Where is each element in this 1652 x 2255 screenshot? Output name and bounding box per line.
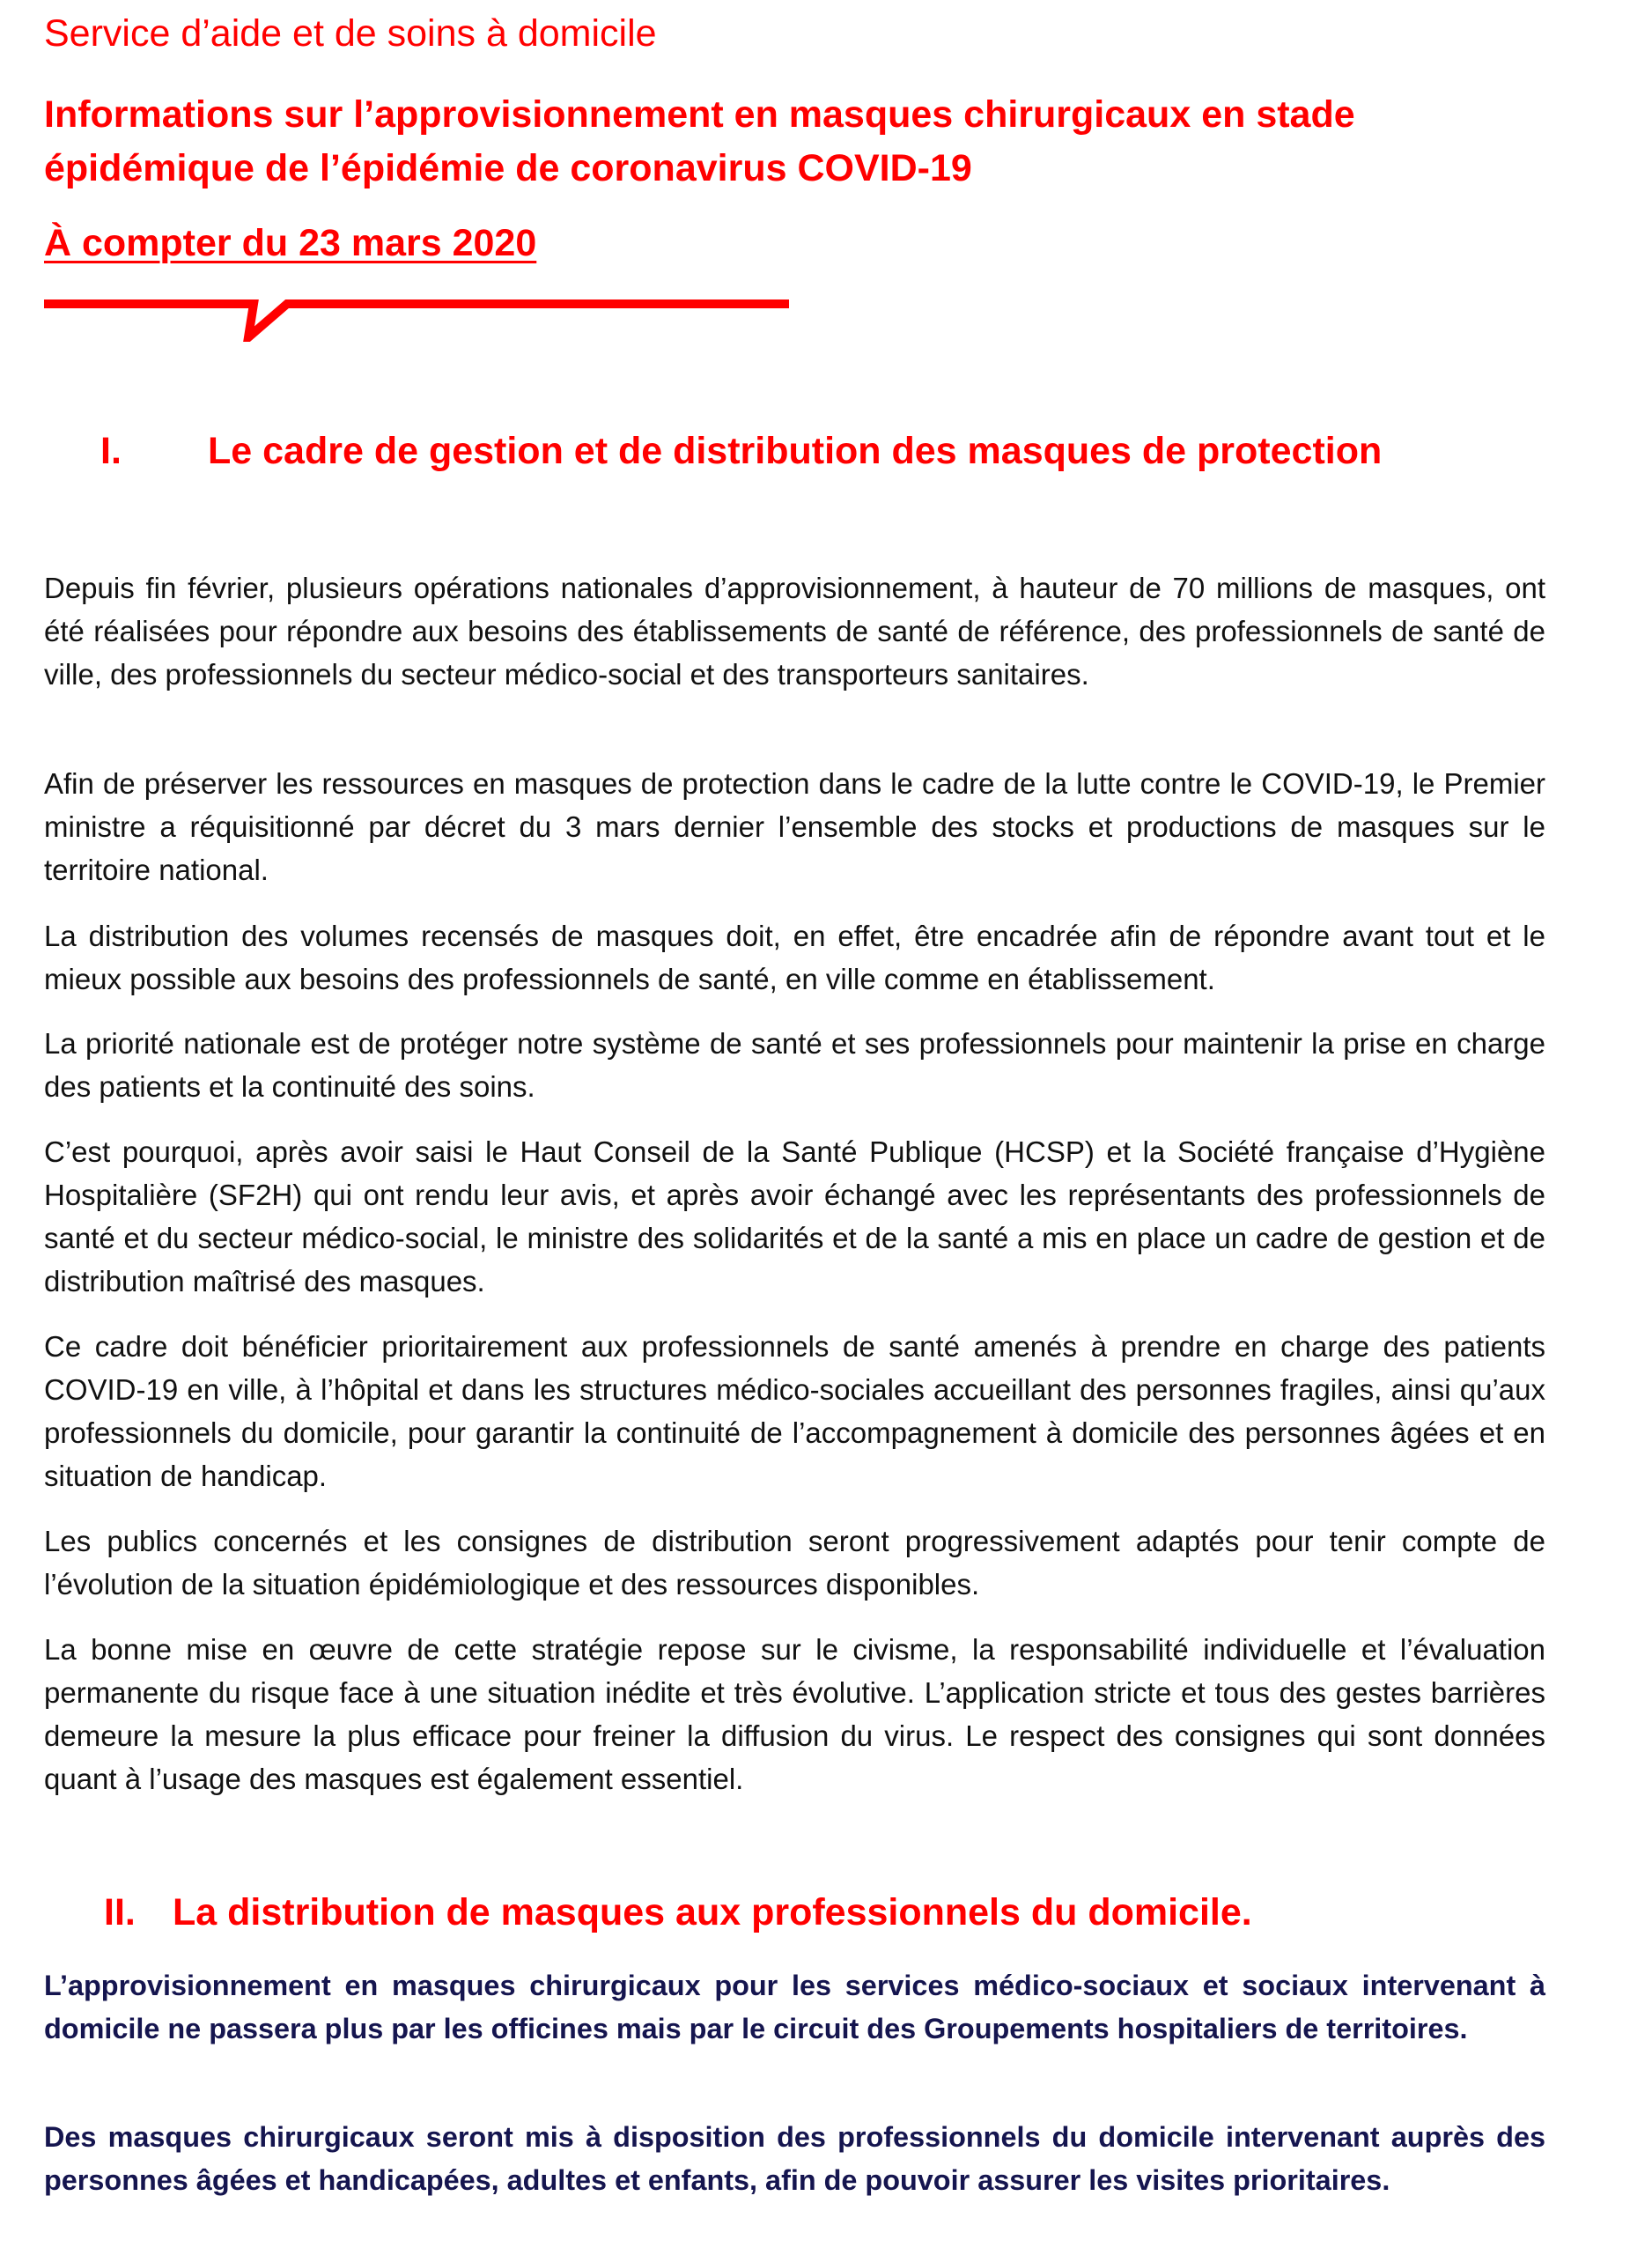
section-number: I. [100,430,122,472]
bold-paragraph: Des masques chirurgicaux seront mis à disposition des professionnels du domicile intervenant auprès des personnes âgées et handicapées, adultes et enfants, afin de pouvoir assurer les visites prioritaires. [44,2121,1545,2196]
paragraph: La bonne mise en œuvre de cette stratégie repose sur le civisme, la responsabilité individuelle et l’évaluation permanente du risque face à une situation inédite et très évolutive. L’application stricte et tous des gestes barrières demeure la mesure la plus efficace pour freiner la diffusion du virus. Le respect des consignes qui sont données quant à l’usage des masques est également essentiel. [44,1633,1545,1795]
section-heading-1 [100,430,1382,473]
section-number: II. [104,1891,136,1933]
bold-paragraph: L’approvisionnement en masques chirurgicaux pour les services médico-sociaux et sociaux intervenant à domicile ne passera plus par les officines mais par le circuit des Groupements hospitaliers de territoires. [44,1970,1545,2044]
paragraph: C’est pourquoi, après avoir saisi le Haut Conseil de la Santé Publique (HCSP) et la Société française d’Hygiène Hospitalière (SF2H) qui ont rendu leur avis, et après avoir échangé avec les représentants des professionnels de santé et du secteur médico-social, le ministre des solidarités et de la santé a mis en place un cadre de gestion et de distribution maîtrisé des masques. [44,1135,1545,1298]
paragraph: Ce cadre doit bénéficier prioritairement aux professionnels de santé amenés à prendre en charge des patients COVID-19 en ville, à l’hôpital et dans les structures médico-sociales accueillant des personnes fragiles, ainsi qu’aux professionnels du domicile, pour garantir la continuité de l’accompagnement à domicile des personnes âgées et en situation de handicap. [44,1330,1545,1492]
paragraph: Afin de préserver les ressources en masques de protection dans le cadre de la lutte contre le COVID-19, le Premier ministre a réquisitionné par décret du 3 mars dernier l’ensemble des stocks et productions de masques sur le territoire national. [44,767,1545,886]
paragraph: Les publics concernés et les consignes de distribution seront progressivement adaptés pour tenir compte de l’évolution de la situation épidémiologique et des ressources disponibles. [44,1525,1545,1601]
section-title: La distribution de masques aux professionnels du domicile. [173,1891,1252,1933]
effective-date: À compter du 23 mars 2020 [44,222,537,264]
section-title: Le cadre de gestion et de distribution des masques de protection [208,430,1383,472]
paragraph: La priorité nationale est de protéger notre système de santé et ses professionnels pour maintenir la prise en charge des patients et la continuité des soins. [44,1027,1545,1103]
paragraph: La distribution des volumes recensés de masques doit, en effet, être encadrée afin de répondre avant tout et le mieux possible aux besoins des professionnels de santé, en ville comme en établissement. [44,920,1545,995]
service-label: Service d’aide et de soins à domicile [44,12,657,55]
section-heading-2 [104,1891,1252,1934]
document-title: Informations sur l’approvisionnement en masques chirurgicaux en stade épidémique de l’épidémie de coronavirus COVID-19 [44,93,1355,189]
title-underline-decoration [44,289,801,342]
paragraph: Depuis fin février, plusieurs opérations nationales d’approvisionnement, à hauteur de 70 millions de masques, ont été réalisées pour répondre aux besoins des établissements de santé de référence, des professionnels de santé de ville, des professionnels du secteur médico-social et des transporteurs sanitaires. [44,572,1545,691]
